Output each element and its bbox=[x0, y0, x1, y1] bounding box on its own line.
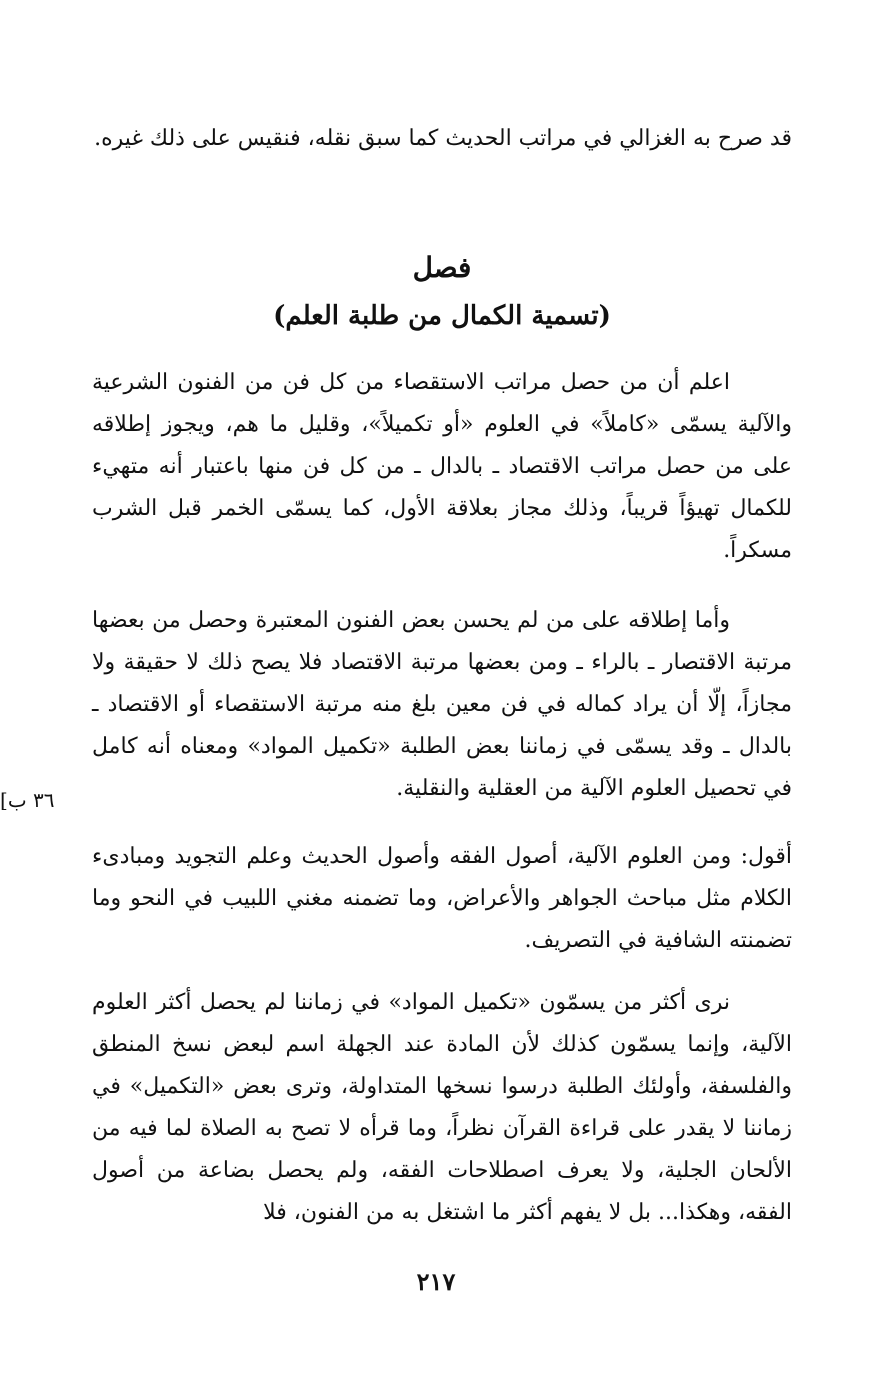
paragraph-3: أقول: ومن العلوم الآلية، أصول الفقه وأصول الحديث وعلم التجويد ومبادىء الكلام مثل مباحث الجواهر والأعراض، وما تضمنه مغني اللبيب في النحو وما تضمنته الشافية في التصريف. bbox=[92, 844, 792, 953]
paragraph-2-block bbox=[92, 600, 792, 810]
paragraph-1-block bbox=[92, 362, 792, 572]
paragraph-2: وأما إطلاقه على من لم يحسن بعض الفنون المعتبرة وحصل من بعضها مرتبة الاقتصار ـ بالراء ـ ومن بعضها مرتبة الاقتصاد فلا يصح ذلك لا حقيقة ولا مجازاً، إلّا أن يراد كماله في فن معين بلغ منه مرتبة الاستقصاء أو الاقتصاد ـ بالدال ـ وقد يسمّى في زماننا بعض الطلبة «تكميل المواد» ومعناه أنه كامل في تحصيل العلوم الآلية من العقلية والنقلية. bbox=[92, 608, 792, 801]
paragraph-3-block bbox=[92, 836, 792, 962]
paragraph-4: نرى أكثر من يسمّون «تكميل المواد» في زماننا لم يحصل أكثر العلوم الآلية، وإنما يسمّون كذلك لأن المادة عند الجهلة اسم لبعض نسخ المنطق والفلسفة، وأولئك الطلبة درسوا نسخها المتداولة، وترى بعض «التكميل» في زماننا لا يقدر على قراءة القرآن نظراً، وما قرأه لا تصح به الصلاة لما فيه من الألحان الجلية، ولا يعرف اصطلاحات الفقه، ولم يحصل بضاعة من أصول الفقه، وهكذا... بل لا يفهم أكثر ما اشتغل به من الفنون، فلا bbox=[92, 990, 792, 1225]
top-paragraph: قد صرح به الغزالي في مراتب الحديث كما سبق نقله، فنقيس على ذلك غيره. bbox=[94, 126, 792, 151]
manuscript-folio-marker: [٣٦ ب bbox=[0, 788, 55, 812]
section-subheading: (تسمية الكمال من طلبة العلم) bbox=[273, 301, 611, 331]
top-paragraph-block bbox=[92, 118, 792, 160]
page-number: ٢١٧ bbox=[416, 1267, 456, 1296]
paragraph-4-block bbox=[92, 982, 792, 1234]
section-heading: فصل bbox=[412, 251, 472, 284]
paragraph-1: اعلم أن من حصل مراتب الاستقصاء من كل فن من الفنون الشرعية والآلية يسمّى «كاملاً» في العلوم «أو تكميلاً»، وقليل ما هم، ويجوز إطلاقه على من حصل مراتب الاقتصاد ـ بالدال ـ من كل فن منها باعتبار أنه متهيء للكمال تهيؤاً قريباً، وذلك مجاز بعلاقة الأول، كما يسمّى الخمر قبل الشرب مسكراً. bbox=[92, 370, 792, 563]
